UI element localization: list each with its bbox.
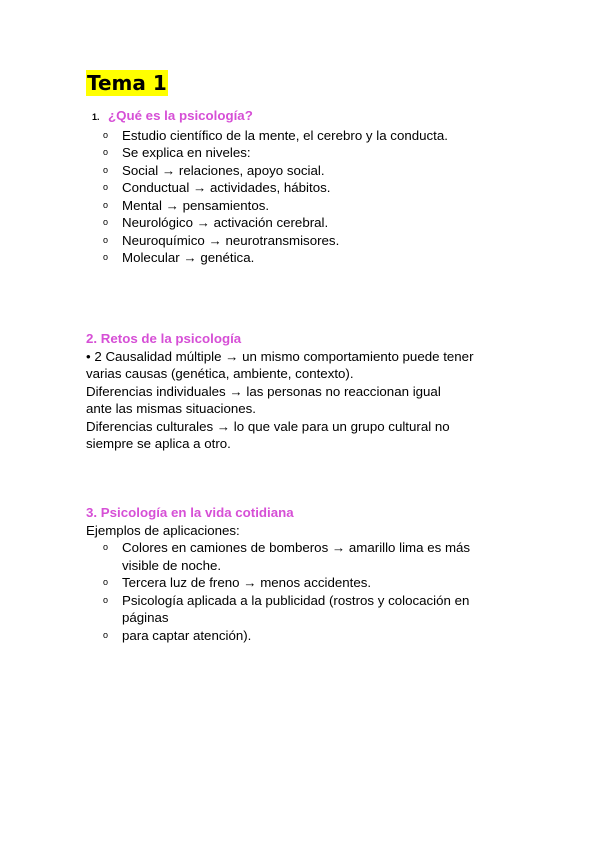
- list-item: o Tercera luz de freno → menos accidentes.: [103, 575, 372, 590]
- section-que-es-psicologia: [86, 107, 526, 267]
- section-2-heading: 2. Retos de la psicología: [86, 331, 242, 346]
- circle-bullet-icon: o: [103, 147, 109, 157]
- section-3-list: [86, 539, 496, 644]
- section-3-intro: Ejemplos de aplicaciones:: [86, 522, 240, 538]
- circle-bullet-icon: o: [103, 542, 109, 552]
- text-line: Diferencias culturales → lo que vale para un grupo cultural no: [86, 418, 450, 434]
- circle-bullet-icon: o: [103, 199, 109, 210]
- section-1-list: [86, 127, 526, 267]
- circle-bullet-icon: o: [103, 129, 109, 140]
- section-3-heading: 3. Psicología en la vida cotidiana: [86, 505, 294, 520]
- text-line: varias causas (genética, ambiente, contexto).: [86, 366, 354, 381]
- circle-bullet-icon: o: [103, 252, 109, 262]
- text-line: Diferencias individuales → las personas no reaccionan igual: [86, 383, 441, 399]
- section-1-heading: ¿Qué es la psicología?: [108, 108, 253, 123]
- list-item: o Social → relaciones, apoyo social.: [103, 162, 325, 178]
- page-title: Tema 1: [87, 71, 167, 95]
- list-item: o para captar atención).: [103, 627, 252, 643]
- circle-bullet-icon: o: [103, 217, 109, 227]
- text-line: siempre se aplica a otro.: [86, 436, 231, 451]
- section-1-number: 1.: [92, 112, 100, 122]
- list-item: o Mental → pensamientos.: [103, 197, 270, 213]
- circle-bullet-icon: o: [103, 164, 109, 175]
- circle-bullet-icon: o: [103, 577, 109, 587]
- circle-bullet-icon: o: [103, 629, 109, 640]
- section-retos-psicologia: [86, 330, 526, 453]
- list-item: o Psicología aplicada a la publicidad (rostros y colocación en páginas: [103, 592, 470, 625]
- circle-bullet-icon: o: [103, 594, 109, 605]
- list-item: o Conductual → actividades, hábitos.: [103, 180, 331, 195]
- list-item: o Neuroquímico → neurotransmisores.: [103, 232, 340, 248]
- list-item: o Molecular → genética.: [103, 250, 255, 265]
- section-1-heading-row: [86, 107, 526, 127]
- text-line: ante las mismas situaciones.: [86, 401, 256, 416]
- list-item: o Neurológico → activación cerebral.: [103, 215, 329, 230]
- list-item: o Colores en camiones de bomberos → amarillo lima es más visible de noche.: [103, 540, 471, 573]
- list-item: o Estudio científico de la mente, el cerebro y la conducta.: [103, 127, 448, 143]
- text-line: • 2 Causalidad múltiple → un mismo comportamiento puede tener: [86, 348, 474, 364]
- circle-bullet-icon: o: [103, 234, 109, 245]
- section-vida-cotidiana: [86, 504, 526, 644]
- circle-bullet-icon: o: [103, 182, 109, 192]
- list-item: o Se explica en niveles:: [103, 145, 251, 160]
